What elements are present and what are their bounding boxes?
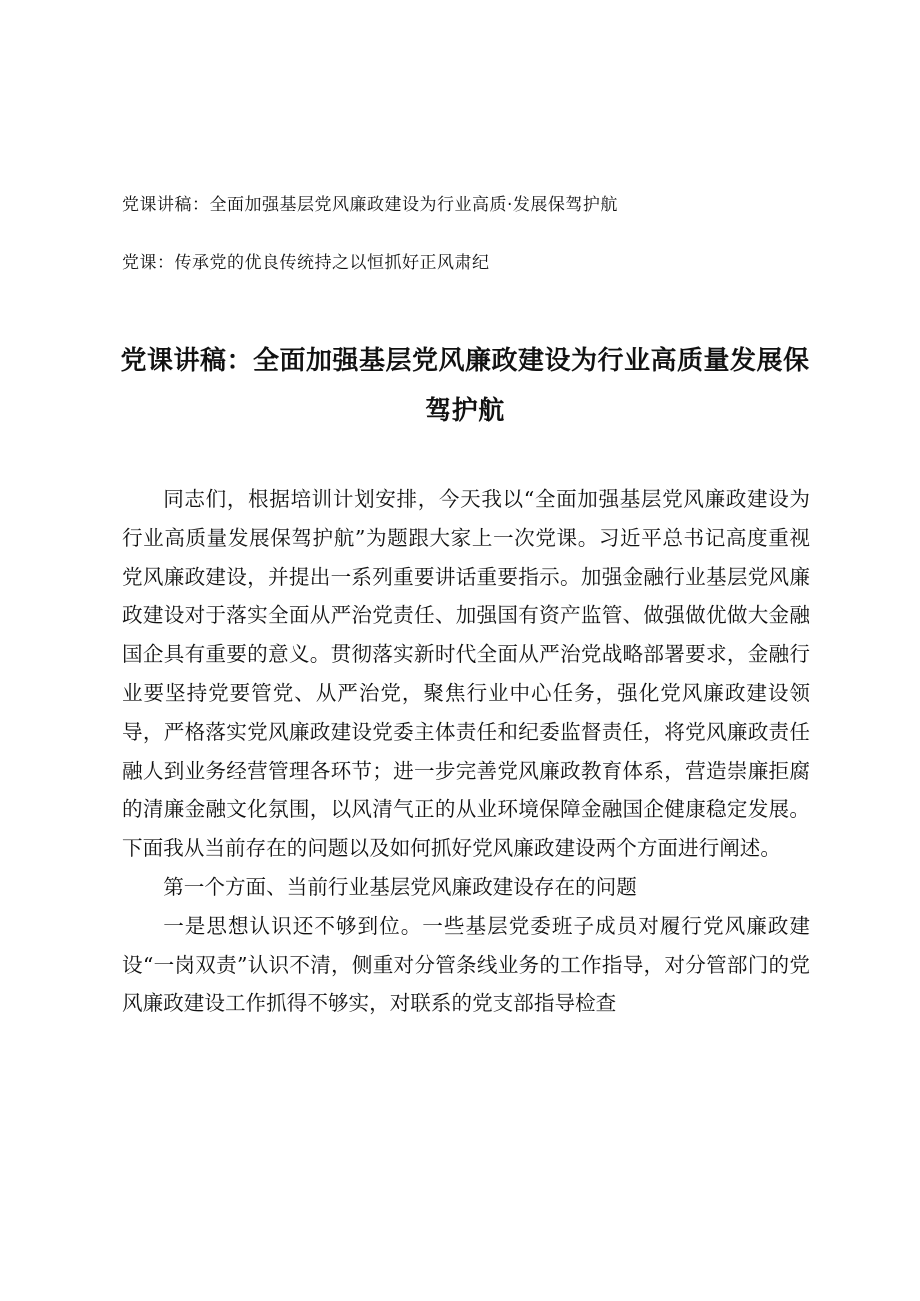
section-heading: 第一个方面、当前行业基层党风廉政建设存在的问题 (163, 874, 637, 899)
toc-item[interactable]: 党课：传承党的优良传统持之以恒抓好正风肃纪 (122, 253, 490, 273)
paragraph: 一是思想认识还不够到位。一些基层党委班子成员对履行党风廉政建设“一岗双责”认识不清，侧重对分管条线业务的工作指导，对分管部门的党风廉政建设工作抓得不够实，对联系的党支部指导检查 (122, 913, 810, 1016)
paragraph: 同志们，根据培训计划安排，今天我以“全面加强基层党风廉政建设为行业高质量发展保驾护航”为题跟大家上一次党课。习近平总书记高度重视党风廉政建设，并提出一系列重要讲话重要指示。加强金融行业基层党风廉政建设对于落实全面从严治党责任、加强国有资产监管、做强做优做大金融国企具有重要的意义。贯彻落实新时代全面从严治党战略部署要求，金融行业要坚持党要管党、从严治党，聚焦行业中心任务，强化党风廉政建设领导，严格落实党风廉政建设党委主体责任和纪委监督责任，将党风廉政责任融人到业务经营管理各环节；进一步完善党风廉政教育体系，营造崇廉拒腐的清廉金融文化氛围，以风清气正的从业环境保障金融国企健康稳定发展。下面我从当前存在的问题以及如何抓好党风廉政建设两个方面进行阐述。 (122, 487, 810, 861)
document-title: 党课讲稿：全面加强基层党风廉政建设为行业高质量发展保驾护航 (120, 346, 810, 426)
document-body (122, 480, 810, 1023)
toc-item[interactable]: 党课讲稿：全面加强基层党风廉政建设为行业高质·发展保驾护航 (122, 195, 618, 215)
